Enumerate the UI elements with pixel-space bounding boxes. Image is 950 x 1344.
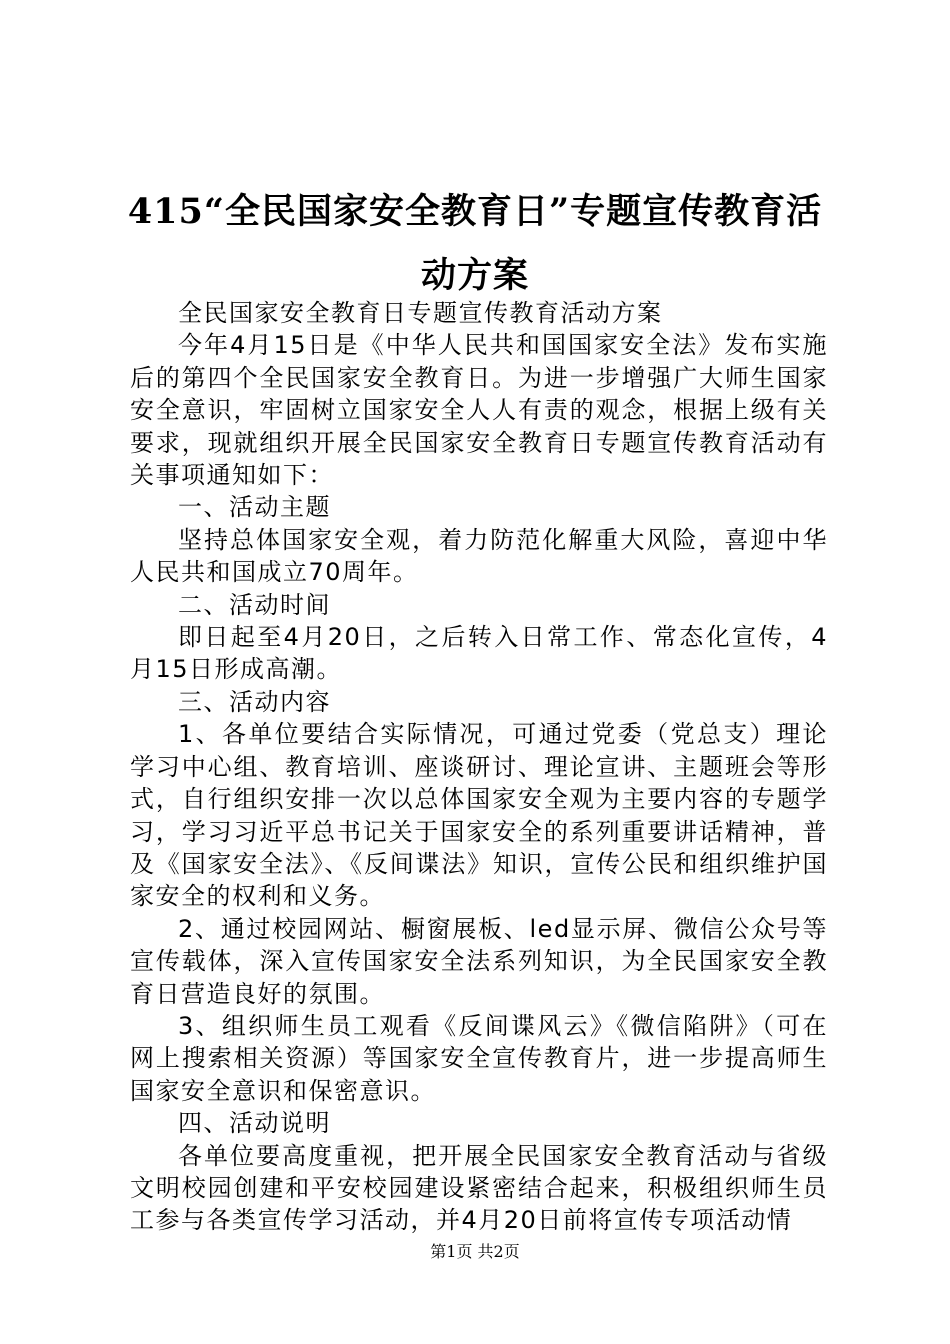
content-item-1: 1、各单位要结合实际情况，可通过党委（党总支）理论学习中心组、教育培训、座谈研讨、理论宣讲、主题班会等形式，自行组织安排一次以总体国家安全观为主要内容的专题学习，学习习近平总书记关于国家安全的系列重要讲话精神，普及《国家安全法》、《反间谍法》知识，宣传公民和组织维护国家安全的权利和义务。	[130, 720, 828, 911]
section-heading-content: 三、活动内容	[178, 687, 331, 716]
intro-paragraph: 今年4月15日是《中华人民共和国国家安全法》发布实施后的第四个全民国家安全教育日。为进一步增强广大师生国家安全意识，牢固树立国家安全人人有责的观念，根据上级有关要求，现就组织开展全民国家安全教育日专题宣传教育活动有关事项通知如下：	[130, 331, 828, 490]
title-line-2: 动方案	[420, 255, 529, 296]
time-paragraph: 即日起至4月20日，之后转入日常工作、常态化宣传，4月15日形成高潮。	[130, 623, 828, 684]
notes-paragraph: 各单位要高度重视，把开展全民国家安全教育活动与省级文明校园创建和平安校园建设紧密结合起来，积极组织师生员工参与各类宣传学习活动，并4月20日前将宣传专项活动情	[130, 1141, 828, 1235]
page-footer: 第1页 共2页	[430, 1242, 520, 1261]
subtitle-paragraph: 全民国家安全教育日专题宣传教育活动方案	[178, 299, 663, 327]
section-heading-theme: 一、活动主题	[178, 493, 331, 522]
document-title	[110, 180, 840, 308]
section-heading-notes: 四、活动说明	[178, 1109, 331, 1138]
content-item-2: 2、通过校园网站、橱窗展板、led显示屏、微信公众号等宣传载体，深入宣传国家安全法系列知识，为全民国家安全教育日营造良好的氛围。	[130, 914, 828, 1008]
title-line-1: 415“全民国家安全教育日”专题宣传教育活	[127, 191, 823, 232]
document-body	[130, 297, 828, 1237]
content-item-3: 3、组织师生员工观看《反间谍风云》《微信陷阱》（可在网上搜索相关资源）等国家安全宣传教育片，进一步提高师生国家安全意识和保密意识。	[130, 1011, 828, 1105]
theme-paragraph: 坚持总体国家安全观，着力防范化解重大风险，喜迎中华人民共和国成立70周年。	[130, 525, 828, 587]
section-heading-time: 二、活动时间	[178, 590, 331, 619]
